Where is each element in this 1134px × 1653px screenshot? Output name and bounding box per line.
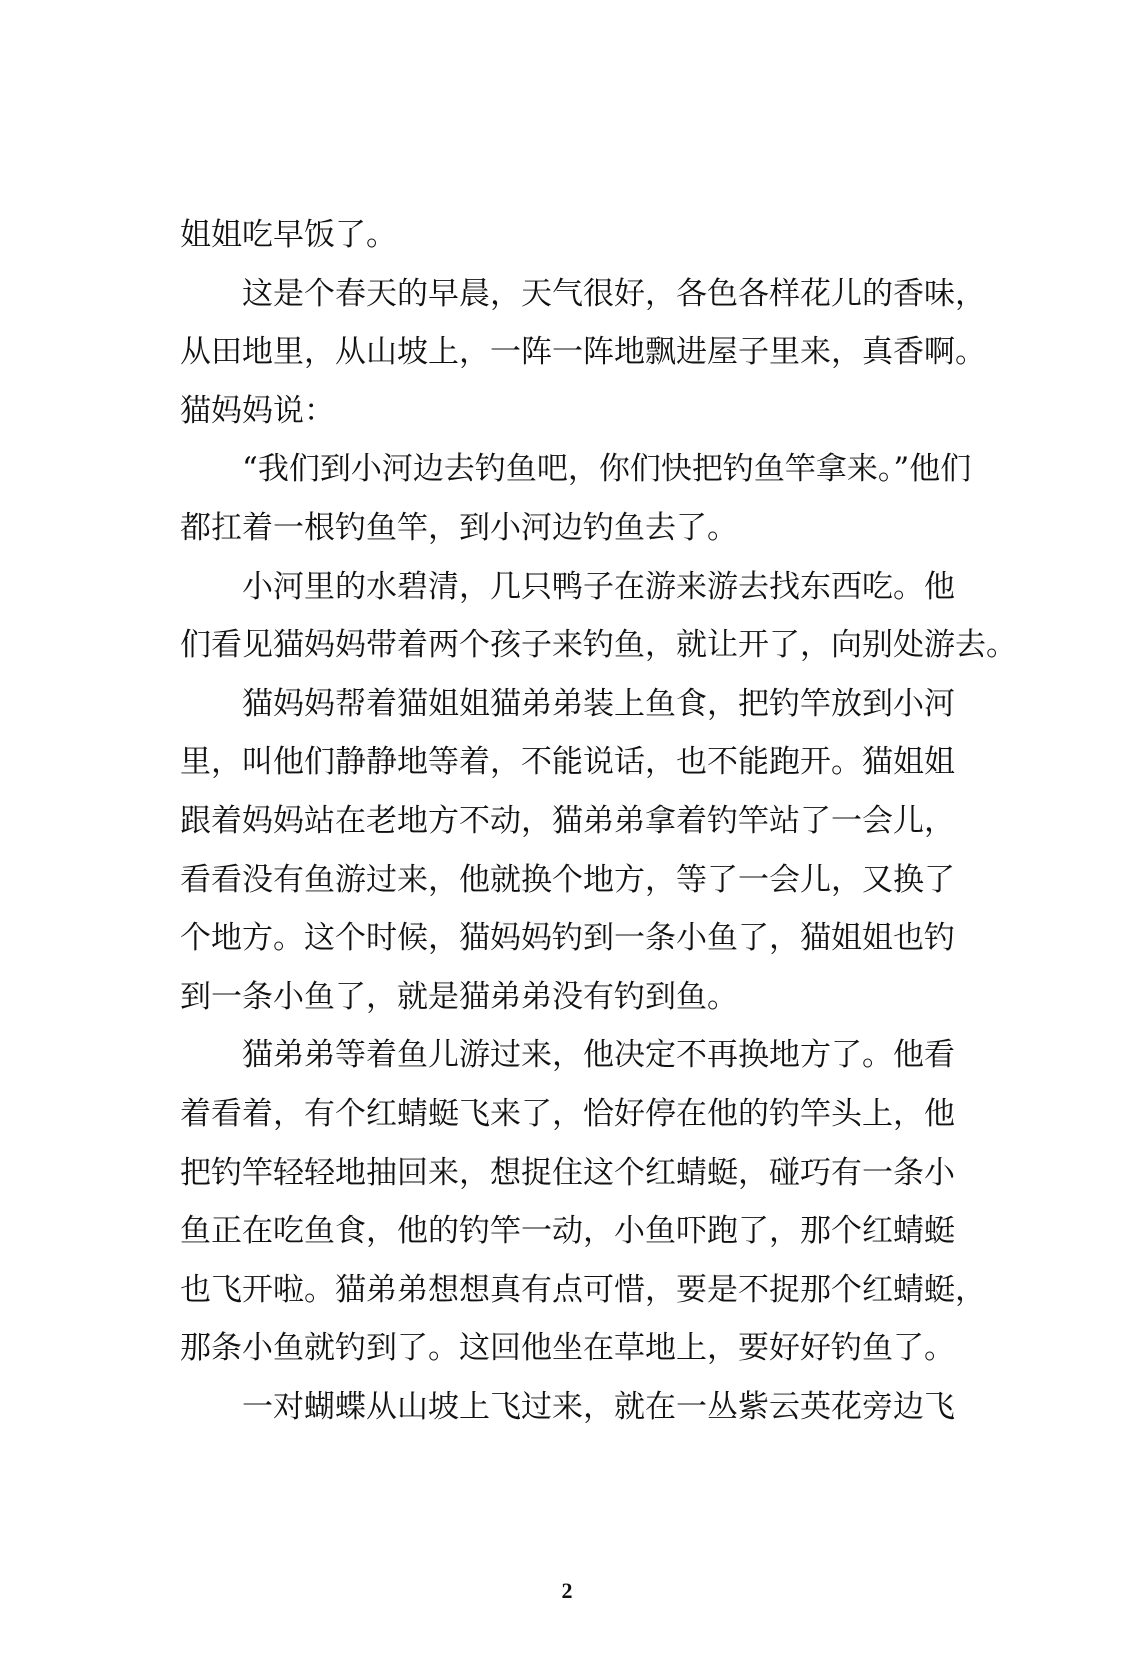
text-line: 们看见猫妈妈带着两个孩子来钓鱼，就让开了，向别处游去。: [180, 627, 1017, 664]
text-line: 从田地里，从山坡上，一阵一阵地飘进屋子里来，真香啊。: [180, 334, 986, 371]
text-line: 个地方。这个时候，猫妈妈钓到一条小鱼了，猫姐姐也钓: [180, 920, 955, 957]
text-line: 也飞开啦。猫弟弟想想真有点可惜，要是不捉那个红蜻蜓，: [180, 1271, 986, 1308]
text-line: 小河里的水碧清，几只鸭子在游来游去找东西吃。他: [242, 568, 955, 605]
text-line: “我们到小河边去钓鱼吧，你们快把钓鱼竿拿来。”他们: [242, 451, 972, 488]
text-line: 姐姐吃早饭了。: [180, 217, 397, 253]
text-line: 着看着，有个红蜻蜓飞来了，恰好停在他的钓竿头上，他: [180, 1095, 955, 1132]
text-line: 这是个春天的早晨，天气很好，各色各样花儿的香味，: [242, 275, 986, 312]
text-line: 那条小鱼就钓到了。这回他坐在草地上，要好好钓鱼了。: [180, 1330, 955, 1367]
text-line: 猫妈妈说：: [180, 392, 335, 429]
text-line: 到一条小鱼了，就是猫弟弟没有钓到鱼。: [180, 978, 738, 1015]
text-line: 把钓竿轻轻地抽回来，想捉住这个红蜻蜓，碰巧有一条小: [180, 1154, 955, 1191]
text-line: 跟着妈妈站在老地方不动，猫弟弟拿着钓竿站了一会儿，: [180, 802, 955, 839]
story-text-body: [180, 206, 1017, 1436]
text-line: 猫妈妈帮着猫姐姐猫弟弟装上鱼食，把钓竿放到小河: [242, 685, 955, 722]
text-line: 看看没有鱼游过来，他就换个地方，等了一会儿，又换了: [180, 861, 955, 898]
text-line: 猫弟弟等着鱼儿游过来，他决定不再换地方了。他看: [242, 1037, 955, 1074]
text-line: 都扛着一根钓鱼竿，到小河边钓鱼去了。: [180, 509, 738, 546]
text-line: 一对蝴蝶从山坡上飞过来，就在一丛紫云英花旁边飞: [242, 1388, 955, 1425]
text-line: 鱼正在吃鱼食，他的钓竿一动，小鱼吓跑了，那个红蜻蜓: [180, 1213, 955, 1250]
page-number: 2: [561, 1578, 573, 1603]
text-line: 里，叫他们静静地等着，不能说话，也不能跑开。猫姐姐: [180, 744, 955, 781]
